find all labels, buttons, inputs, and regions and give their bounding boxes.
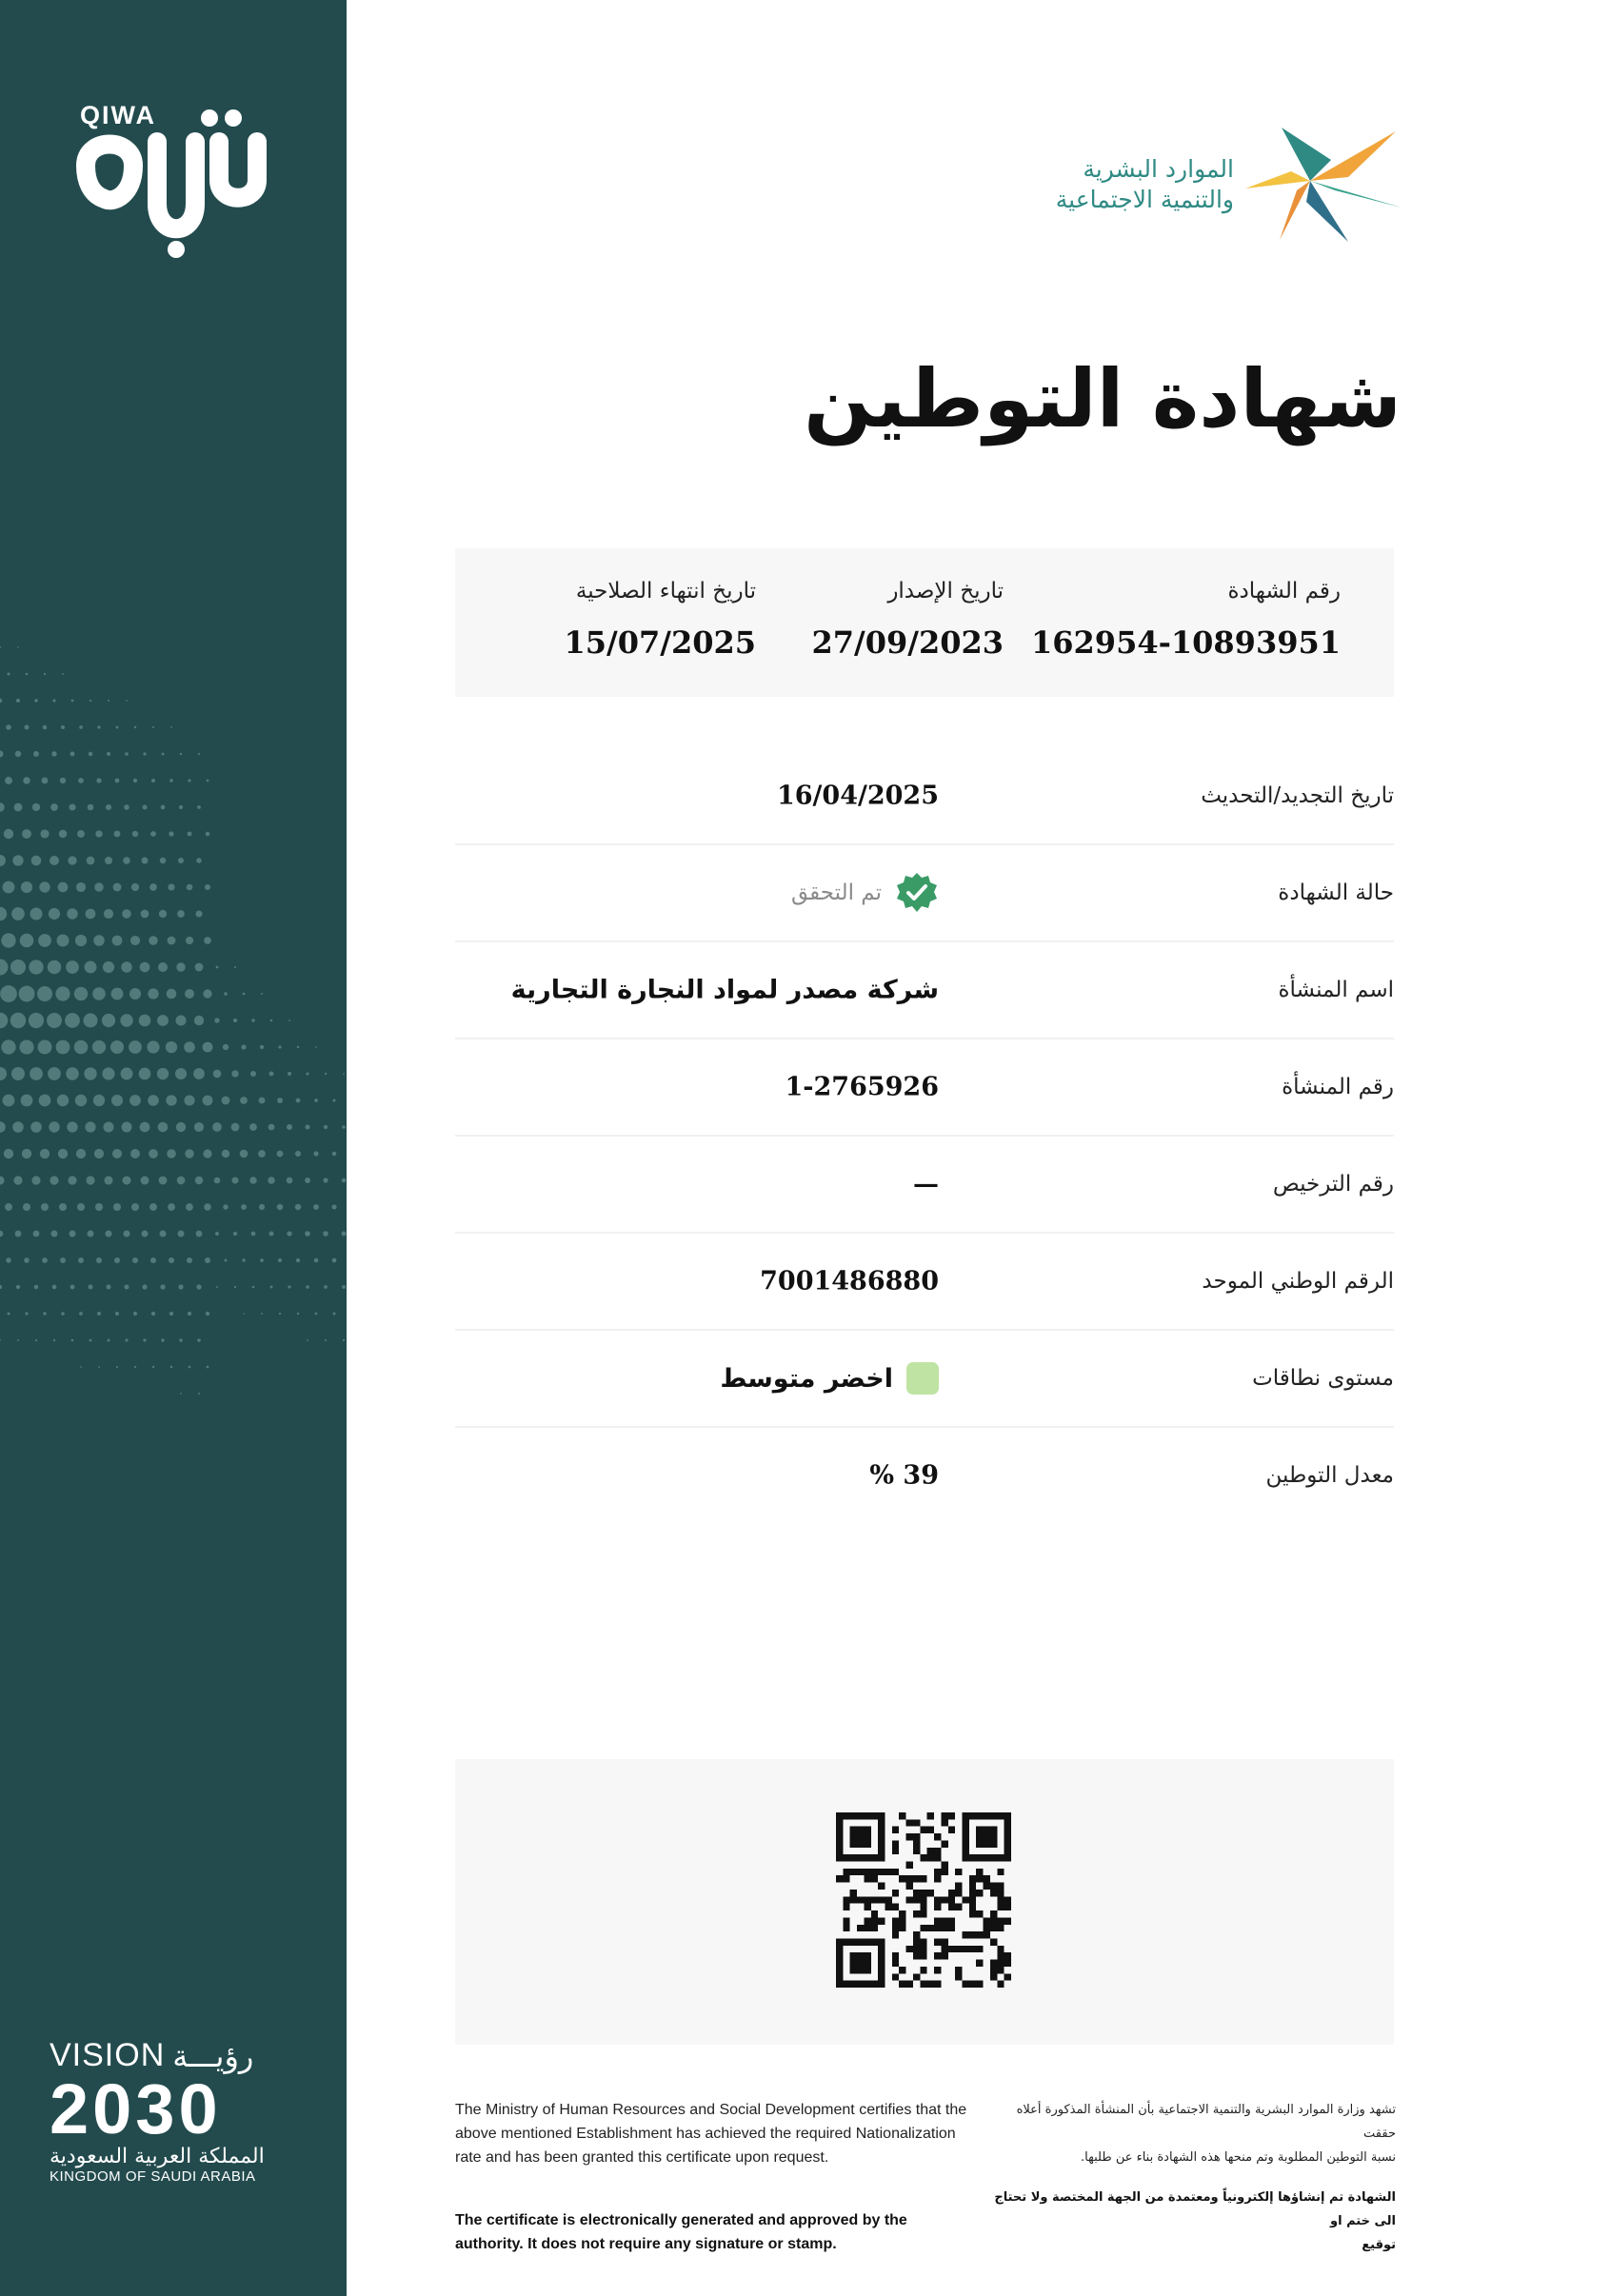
saudization-label: معدل التوطين: [1265, 1463, 1394, 1488]
qiwa-logo: [76, 99, 267, 261]
license-label: رقم الترخيص: [1272, 1172, 1394, 1197]
vision-2030-logo: [50, 2037, 297, 2199]
certificate-number-label: رقم الشهادة: [1227, 579, 1341, 604]
certificate-number-value: 162954-10893951: [1031, 624, 1341, 661]
kingdom-arabic: المملكة العربية السعودية: [50, 2145, 265, 2168]
details-list: [455, 748, 1394, 1523]
license-value: —: [913, 1169, 939, 1199]
footer-ar-line: نسبة التوطين المطلوبة وتم منحها هذه الشهادة بناء عن طلبها.: [1081, 2150, 1396, 2165]
expiry-date-block: [565, 579, 757, 661]
issue-date-label: تاريخ الإصدار: [887, 579, 1004, 604]
certificate-number-block: [1031, 579, 1341, 661]
nitaqat-value: اخضر متوسط: [720, 1363, 893, 1394]
footer-english-electronic-note: [455, 2208, 950, 2256]
ministry-logo: [1019, 122, 1400, 246]
nitaqat-label: مستوى نطاقات: [1252, 1366, 1394, 1391]
footer-ar-bold-line: الشهادة تم إنشاؤها إلكترونياً ومعتمدة من الجهة المختصة ولا تحتاج الى ختم او: [994, 2190, 1396, 2228]
detail-row-status: [455, 845, 1394, 942]
certificate-title: شهادة التوطين: [804, 352, 1402, 445]
certificate-info-box: [455, 548, 1394, 697]
footer-arabic-certification: [986, 2098, 1396, 2169]
status-value-group: [791, 871, 939, 915]
issue-date-block: [812, 579, 1004, 661]
kingdom-latin: KINGDOM OF SAUDI ARABIA: [50, 2168, 256, 2185]
dot-pattern-decoration: [0, 381, 347, 1618]
saudization-value: % 39: [869, 1460, 939, 1491]
detail-row-renewal: [455, 748, 1394, 845]
renewal-label: تاريخ التجديد/التحديث: [1201, 783, 1394, 808]
sidebar: [0, 0, 347, 2296]
qr-code[interactable]: [836, 1812, 1011, 1988]
detail-row-unified-number: [455, 1234, 1394, 1331]
ministry-name-line2: والتنمية الاجتماعية: [1055, 186, 1234, 213]
footer-ar-bold-line: توقيع: [1362, 2238, 1396, 2252]
establishment-number-value: 1-2765926: [785, 1072, 939, 1102]
footer-en-bold-line: authority. It does not require any signature or stamp.: [455, 2236, 837, 2252]
detail-row-saudization: [455, 1428, 1394, 1523]
establishment-name-label: اسم المنشأة: [1278, 978, 1394, 1002]
vision-year: 2030: [50, 2069, 222, 2148]
footer-en-line: The Ministry of Human Resources and Social Development certifies that the: [455, 2102, 967, 2118]
footer-en-bold-line: The certificate is electronically generated and approved by the: [455, 2212, 907, 2228]
detail-row-nitaqat: [455, 1331, 1394, 1428]
unified-number-label: الرقم الوطني الموحد: [1202, 1269, 1394, 1294]
vision-latin: VISION: [50, 2037, 166, 2073]
ministry-name-line1: الموارد البشرية: [1083, 155, 1234, 183]
footer-english-certification: [455, 2098, 988, 2169]
unified-number-value: 7001486880: [760, 1266, 939, 1296]
footer-ar-line: تشهد وزارة الموارد البشرية والتنمية الاجتماعية بأن المنشأة المذكورة أعلاه حققت: [1016, 2103, 1396, 2141]
detail-row-establishment-number: [455, 1039, 1394, 1137]
ministry-emblem-icon: [1243, 122, 1405, 246]
qiwa-brand-text: QIWA: [80, 101, 156, 129]
nitaqat-value-group: [720, 1362, 939, 1395]
footer-en-line: rate and has been granted this certificate upon request.: [455, 2149, 829, 2166]
establishment-name-value: شركة مصدر لمواد النجارة التجارية: [510, 975, 939, 1005]
nitaqat-color-swatch: [906, 1362, 939, 1395]
vision-arabic: رؤيـــة: [172, 2037, 254, 2074]
status-label: حالة الشهادة: [1278, 881, 1394, 905]
detail-row-license: [455, 1137, 1394, 1234]
footer-arabic-electronic-note: [986, 2186, 1396, 2257]
establishment-number-label: رقم المنشأة: [1282, 1075, 1394, 1099]
issue-date-value: 27/09/2023: [811, 624, 1004, 661]
verified-badge-icon: [895, 871, 939, 915]
footer-en-line: above mentioned Establishment has achieved the required Nationalization: [455, 2126, 956, 2142]
detail-row-establishment-name: [455, 942, 1394, 1039]
expiry-date-value: 15/07/2025: [564, 624, 756, 661]
renewal-value: 16/04/2025: [776, 781, 939, 811]
qr-code-box: [455, 1759, 1394, 2045]
status-value: تم التحقق: [790, 881, 882, 905]
expiry-date-label: تاريخ انتهاء الصلاحية: [575, 579, 756, 604]
